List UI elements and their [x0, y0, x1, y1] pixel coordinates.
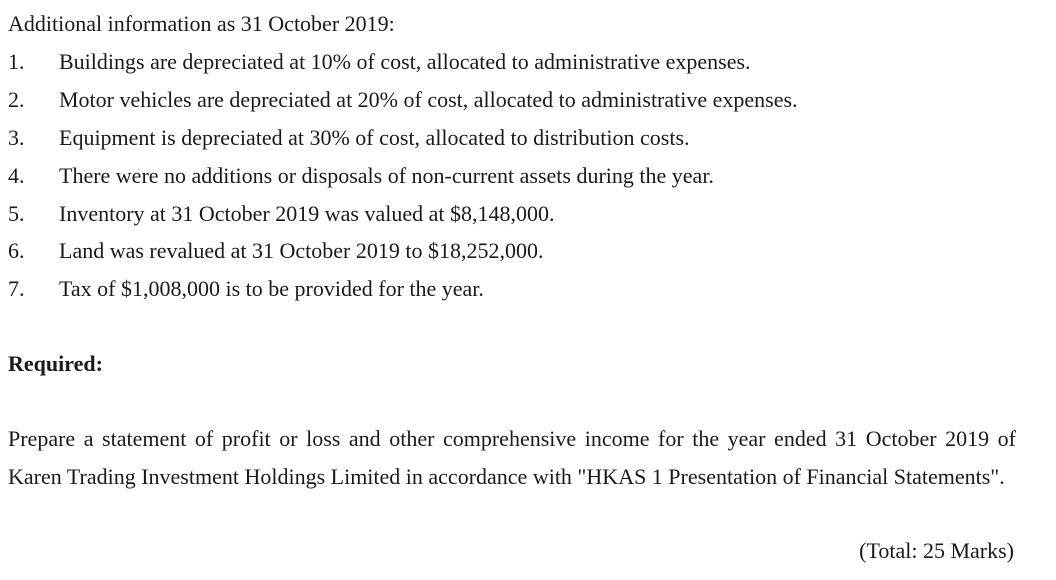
- list-item-text: Equipment is depreciated at 30% of cost, allocated to distribution costs.: [59, 125, 690, 150]
- list-item-number: 6.: [8, 238, 25, 263]
- list-item-text: Tax of $1,008,000 is to be provided for the year.: [59, 276, 484, 301]
- list-item-number: 1.: [8, 49, 25, 74]
- list-item-number: 5.: [8, 201, 25, 226]
- additional-info-heading: Additional information as 31 October 2019:: [8, 11, 395, 36]
- list-item-text: Motor vehicles are depreciated at 20% of cost, allocated to administrative expenses.: [59, 87, 798, 112]
- list-item-number: 7.: [8, 276, 25, 301]
- list-item-number: 3.: [8, 125, 25, 150]
- required-label: Required:: [8, 351, 103, 376]
- total-marks: (Total: 25 Marks): [859, 538, 1014, 563]
- list-item-text: Inventory at 31 October 2019 was valued at $8,148,000.: [59, 201, 555, 226]
- list-item-number: 2.: [8, 87, 25, 112]
- list-item-number: 4.: [8, 163, 25, 188]
- document-page: [8, 0, 1048, 580]
- list-item-text: Buildings are depreciated at 10% of cost, allocated to administrative expenses.: [59, 49, 751, 74]
- instruction-paragraph: Prepare a statement of profit or loss and other comprehensive income for the year ended 31 October 2019 of Karen Trading Investment Holdings Limited in accordance with "HKAS 1 Presentation of Financial Statements".: [8, 426, 1016, 489]
- list-item-text: Land was revalued at 31 October 2019 to $18,252,000.: [59, 238, 544, 263]
- list-item-text: There were no additions or disposals of non-current assets during the year.: [59, 163, 714, 188]
